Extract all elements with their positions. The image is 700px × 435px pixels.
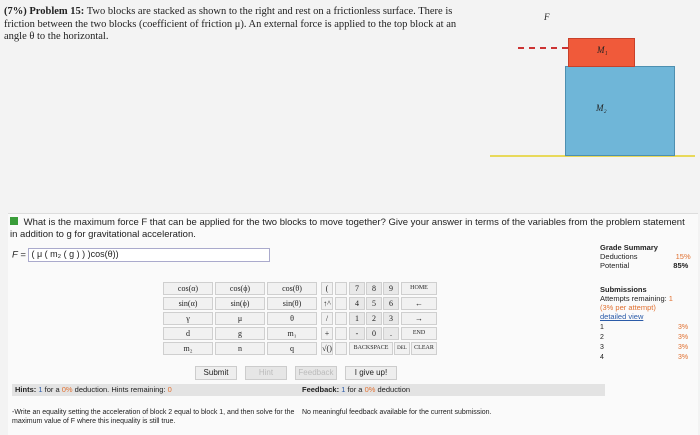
problem-number: (7%) Problem 15: <box>4 6 85 17</box>
key-sqrt[interactable]: √() <box>322 344 332 353</box>
hints-deduction: deduction. Hints remaining: <box>74 385 166 394</box>
problem-body: Two blocks are stacked as shown to the right and rest on a frictionless surface. There is friction between the two blocks (coefficient of friction μ). An external force is applied to the top block at an angle θ to the horizontal. <box>4 6 457 42</box>
key-2[interactable]: 2 <box>366 312 382 325</box>
submission-row-n: 3 <box>600 344 604 351</box>
feedback-count: 1 <box>341 385 346 394</box>
give-up-button[interactable]: I give up! <box>345 366 397 380</box>
grade-title: Grade Summary <box>600 243 658 252</box>
key-sin-alpha[interactable]: sin(α) <box>163 297 213 310</box>
answer-input[interactable]: ( μ ( m₂ ( g ) ) )cos(θ)) <box>28 248 270 262</box>
submissions <box>600 285 689 361</box>
keypad <box>163 282 443 362</box>
key-sin-theta[interactable]: sin(θ) <box>267 297 317 310</box>
hints-for-a: for a <box>44 385 60 394</box>
deductions-value: 15% <box>675 252 691 261</box>
force-label: F <box>544 12 550 22</box>
attempts-label: Attempts remaining: <box>600 294 667 303</box>
key-cos-phi[interactable]: cos(ϕ) <box>215 282 265 295</box>
key-4[interactable]: 4 <box>349 297 365 310</box>
per-attempt: (3% per attempt) <box>600 303 656 312</box>
key-blank[interactable] <box>335 282 347 295</box>
potential-label: Potential <box>600 261 630 270</box>
key-blank[interactable] <box>335 297 347 310</box>
key-right-arrow[interactable]: → <box>401 312 437 325</box>
detailed-view-link[interactable]: detailed view <box>600 312 644 321</box>
key-1[interactable]: 1 <box>349 312 365 325</box>
key-7[interactable]: 7 <box>349 282 365 295</box>
key-m2[interactable]: m₂ <box>163 342 213 355</box>
key-minus[interactable]: - <box>349 327 365 340</box>
question-text: What is the maximum force F that can be applied for the two blocks to move together? Give your answer in terms of the variables from the problem statement in addition to g for gravitational acceleration. <box>10 217 685 240</box>
key-end[interactable]: END <box>401 327 437 340</box>
block-2-label: M₂ <box>596 103 607 113</box>
submissions-title: Submissions <box>600 285 647 294</box>
question-icon <box>10 217 18 225</box>
key-gamma[interactable]: γ <box>163 312 213 325</box>
submission-row-n: 1 <box>600 324 604 331</box>
key-q[interactable]: q <box>267 342 317 355</box>
key-blank[interactable] <box>335 327 347 340</box>
key-8[interactable]: 8 <box>366 282 382 295</box>
question <box>10 217 690 240</box>
key-n[interactable]: n <box>215 342 265 355</box>
key-del[interactable]: DEL <box>394 342 410 355</box>
key-cos-alpha[interactable]: cos(α) <box>163 282 213 295</box>
key-g[interactable]: g <box>215 327 265 340</box>
key-theta[interactable]: θ <box>267 312 317 325</box>
action-buttons <box>195 366 435 380</box>
key-6[interactable]: 6 <box>383 297 399 310</box>
key-left-arrow[interactable]: ← <box>401 297 437 310</box>
grade-summary <box>600 243 691 270</box>
key-backspace[interactable]: BACKSPACE <box>349 342 393 355</box>
potential-value: 85% <box>673 261 689 270</box>
key-cos-theta[interactable]: cos(θ) <box>267 282 317 295</box>
feedback-pct: 0% <box>364 385 376 394</box>
key-open-paren[interactable]: ( <box>321 282 333 295</box>
hints-count: 1 <box>38 385 43 394</box>
hints-label: Hints: <box>15 385 37 394</box>
block-1-label: M₁ <box>597 45 608 55</box>
key-mu[interactable]: μ <box>215 312 265 325</box>
key-clear[interactable]: CLEAR <box>411 342 437 355</box>
submission-row-v: 3% <box>678 334 689 341</box>
key-plus[interactable]: + <box>321 327 333 340</box>
key-blank[interactable] <box>335 312 347 325</box>
submission-row-n: 2 <box>600 334 604 341</box>
hints-feedback-bar <box>12 384 605 396</box>
submission-row-v: 3% <box>678 324 689 331</box>
hint-button[interactable]: Hint <box>245 366 287 380</box>
attempts-value: 1 <box>668 294 673 303</box>
key-blank[interactable] <box>335 342 347 355</box>
feedback-text: No meaningful feedback available for the current submission. <box>302 409 492 416</box>
submission-row-v: 3% <box>678 354 689 361</box>
key-sin-phi[interactable]: sin(ϕ) <box>215 297 265 310</box>
submission-row-v: 3% <box>678 344 689 351</box>
submit-button[interactable]: Submit <box>195 366 237 380</box>
answer-row <box>12 248 270 262</box>
key-0[interactable]: 0 <box>366 327 382 340</box>
key-home[interactable]: HOME <box>401 282 437 295</box>
feedback-label: Feedback: <box>302 385 340 394</box>
block-2 <box>565 66 675 156</box>
force-direction-line <box>518 47 568 49</box>
problem-statement <box>4 6 474 44</box>
key-3[interactable]: 3 <box>383 312 399 325</box>
key-m1[interactable]: m₁ <box>267 327 317 340</box>
hints-pct: 0% <box>61 385 73 394</box>
key-divide[interactable]: / <box>321 312 333 325</box>
key-caret[interactable]: ↑^ <box>321 297 333 310</box>
deductions-label: Deductions <box>600 252 638 261</box>
answer-label: F = <box>12 249 26 261</box>
hint-text: -Write an equality setting the acceleration of block 2 equal to block 1, and then solve for the maximum value of F where this inequality is still true. <box>12 409 295 425</box>
key-9[interactable]: 9 <box>383 282 399 295</box>
feedback-for-a: for a <box>347 385 363 394</box>
key-decimal[interactable]: . <box>383 327 399 340</box>
key-d[interactable]: d <box>163 327 213 340</box>
submission-row-n: 4 <box>600 354 604 361</box>
key-5[interactable]: 5 <box>366 297 382 310</box>
feedback-deduction: deduction <box>377 385 411 394</box>
feedback-button[interactable]: Feedback <box>295 366 337 380</box>
hints-remaining: 0 <box>167 385 172 394</box>
block-1 <box>568 38 635 67</box>
